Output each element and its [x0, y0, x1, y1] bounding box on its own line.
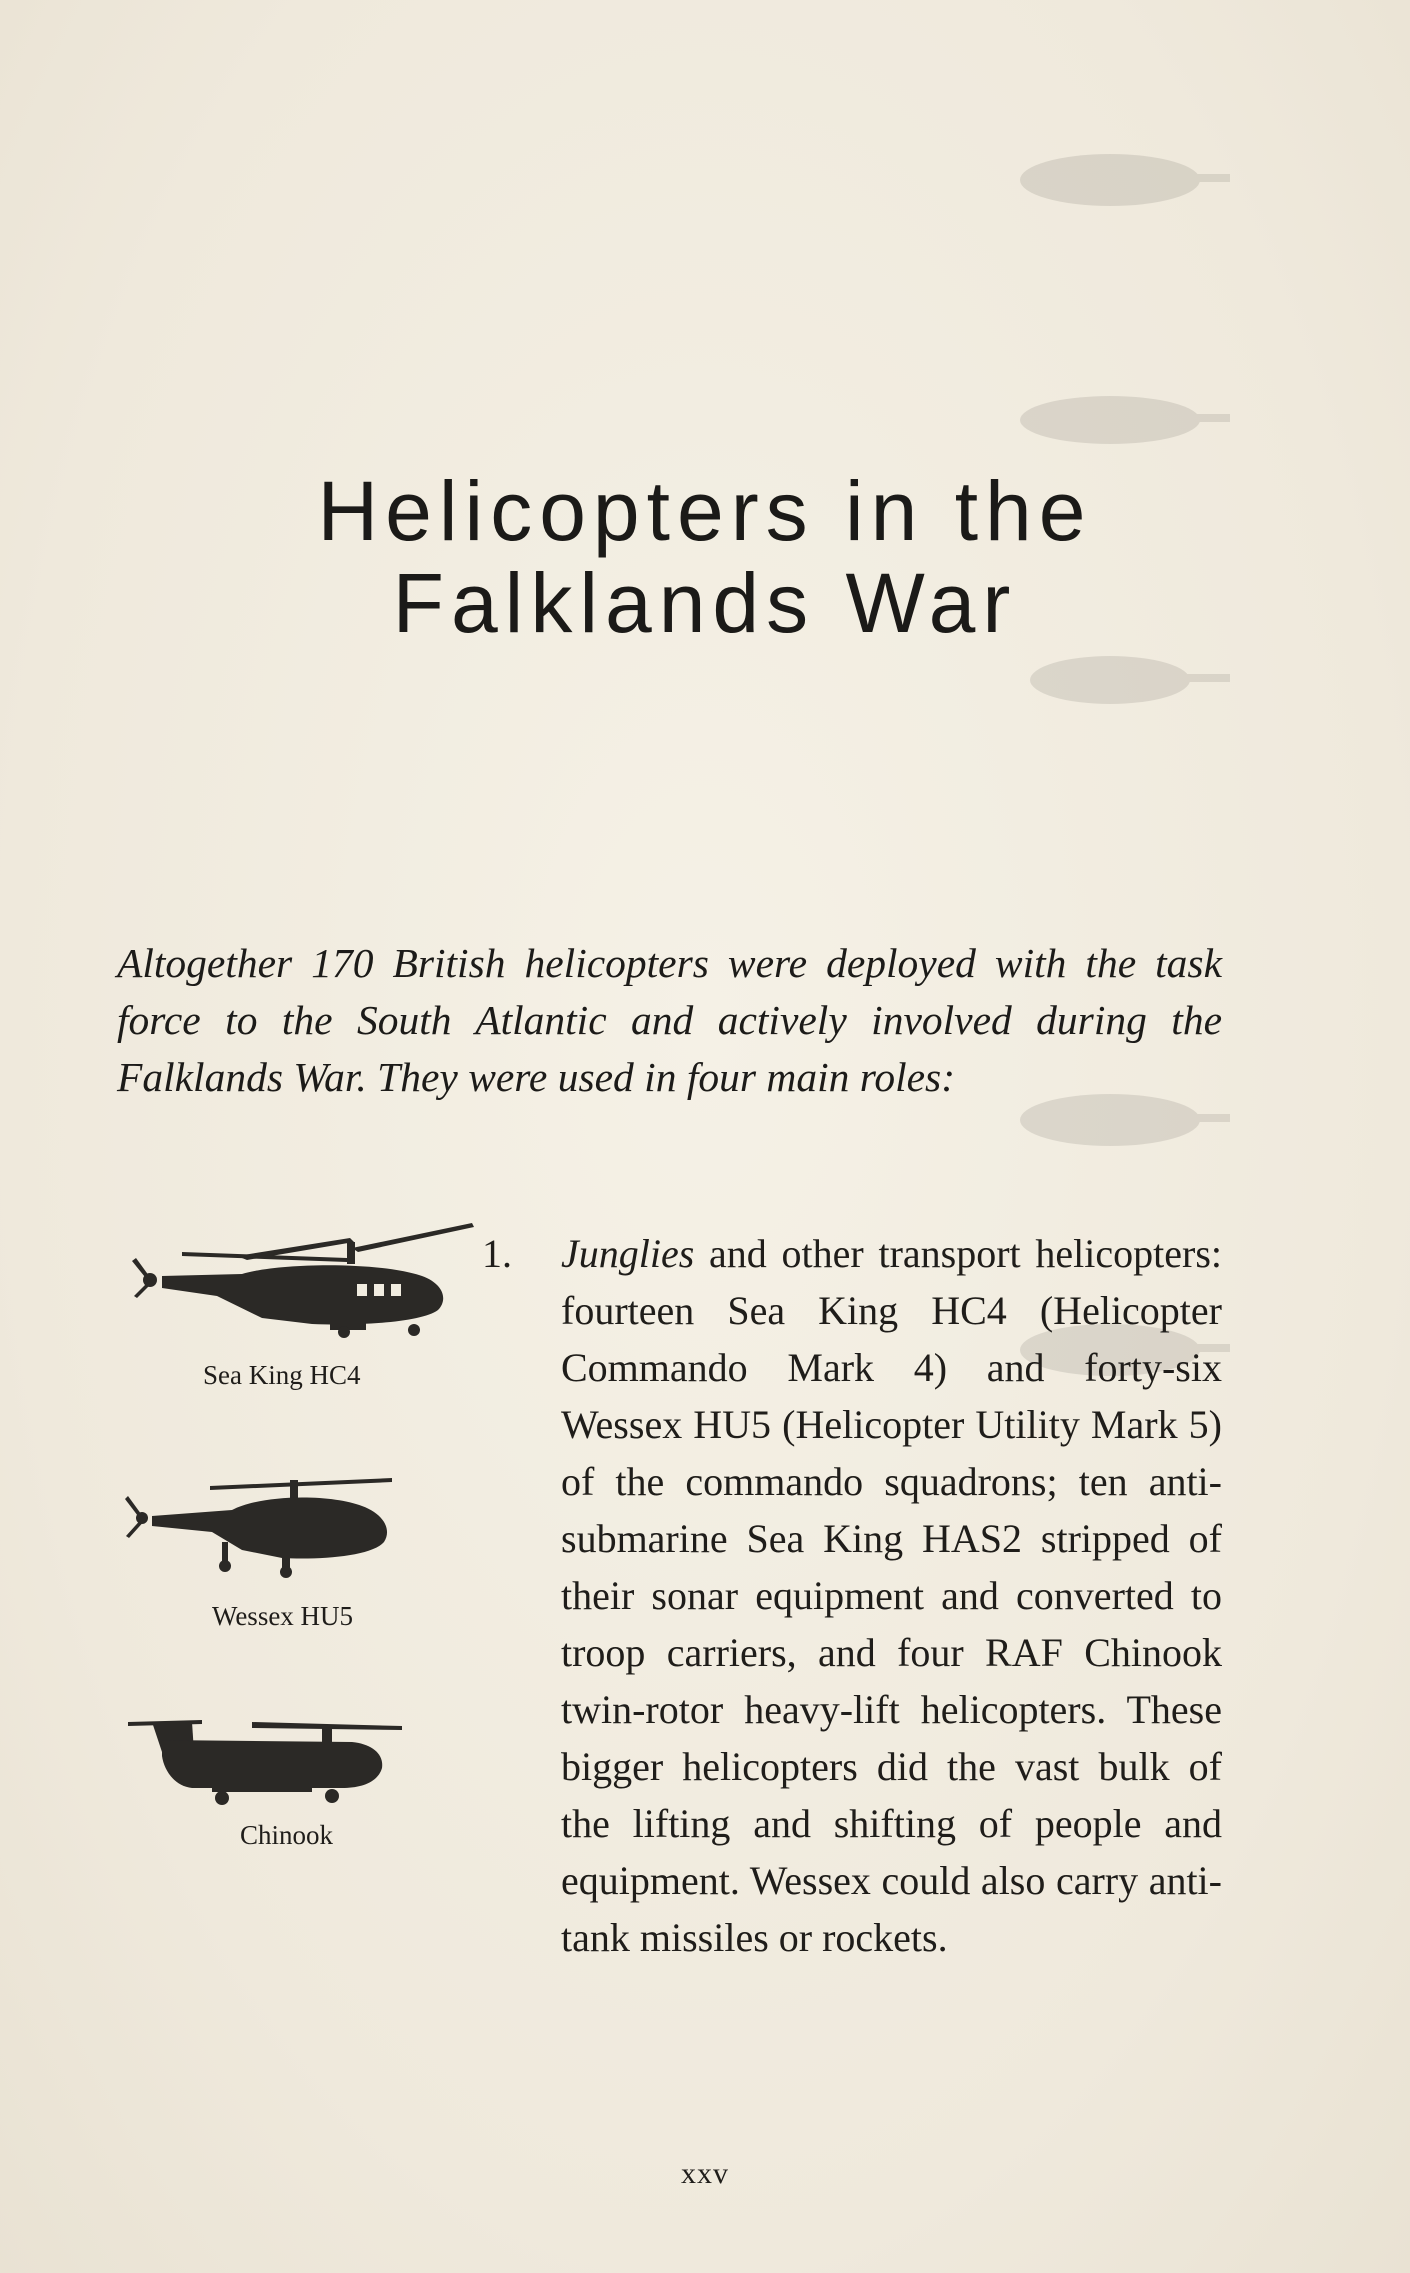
sea-king-icon: [122, 1218, 477, 1348]
helicopter-caption-chinook: Chinook: [240, 1820, 334, 1850]
list-item-body: and other transport helicopters: fourteen Sea King HC4 (Helicopter Commando Mark 4) and forty-six Wessex HU5 (Helicopter Utility Mark 5) of the commando squadrons; ten anti-submarine Sea King HAS2 stripped of their sonar equipment and converted to troop carriers, and four RAF Chinook twin-rotor heavy-lift helicopters. These bigger helicopters did the vast bulk of the lifting and shifting of people and equipment. Wessex could also carry anti-tank missiles or rockets.: [561, 1231, 1222, 1960]
list-item-lead: Junglies: [561, 1231, 695, 1276]
chapter-title: [0, 465, 1410, 649]
helicopter-caption-wessex: Wessex HU5: [212, 1601, 354, 1631]
list-item-text: [561, 1225, 1222, 1966]
title-line-1: Helicopters in the: [317, 464, 1093, 558]
title-line-2: Falklands War: [392, 556, 1018, 650]
intro-paragraph: Altogether 170 British helicopters were deployed with the task force to the South Atlantic and actively involved during the Falklands War. They were used in four main roles:: [117, 940, 1222, 1100]
list-item-number: 1.: [482, 1231, 512, 1276]
page-number: xxv: [681, 2157, 729, 2190]
bleed-helicopter-icon: [990, 130, 1250, 220]
chinook-icon: [122, 1700, 412, 1815]
helicopter-caption-sea-king: Sea King HC4: [203, 1360, 361, 1390]
bleed-helicopter-icon: [990, 370, 1250, 460]
wessex-icon: [122, 1470, 422, 1580]
